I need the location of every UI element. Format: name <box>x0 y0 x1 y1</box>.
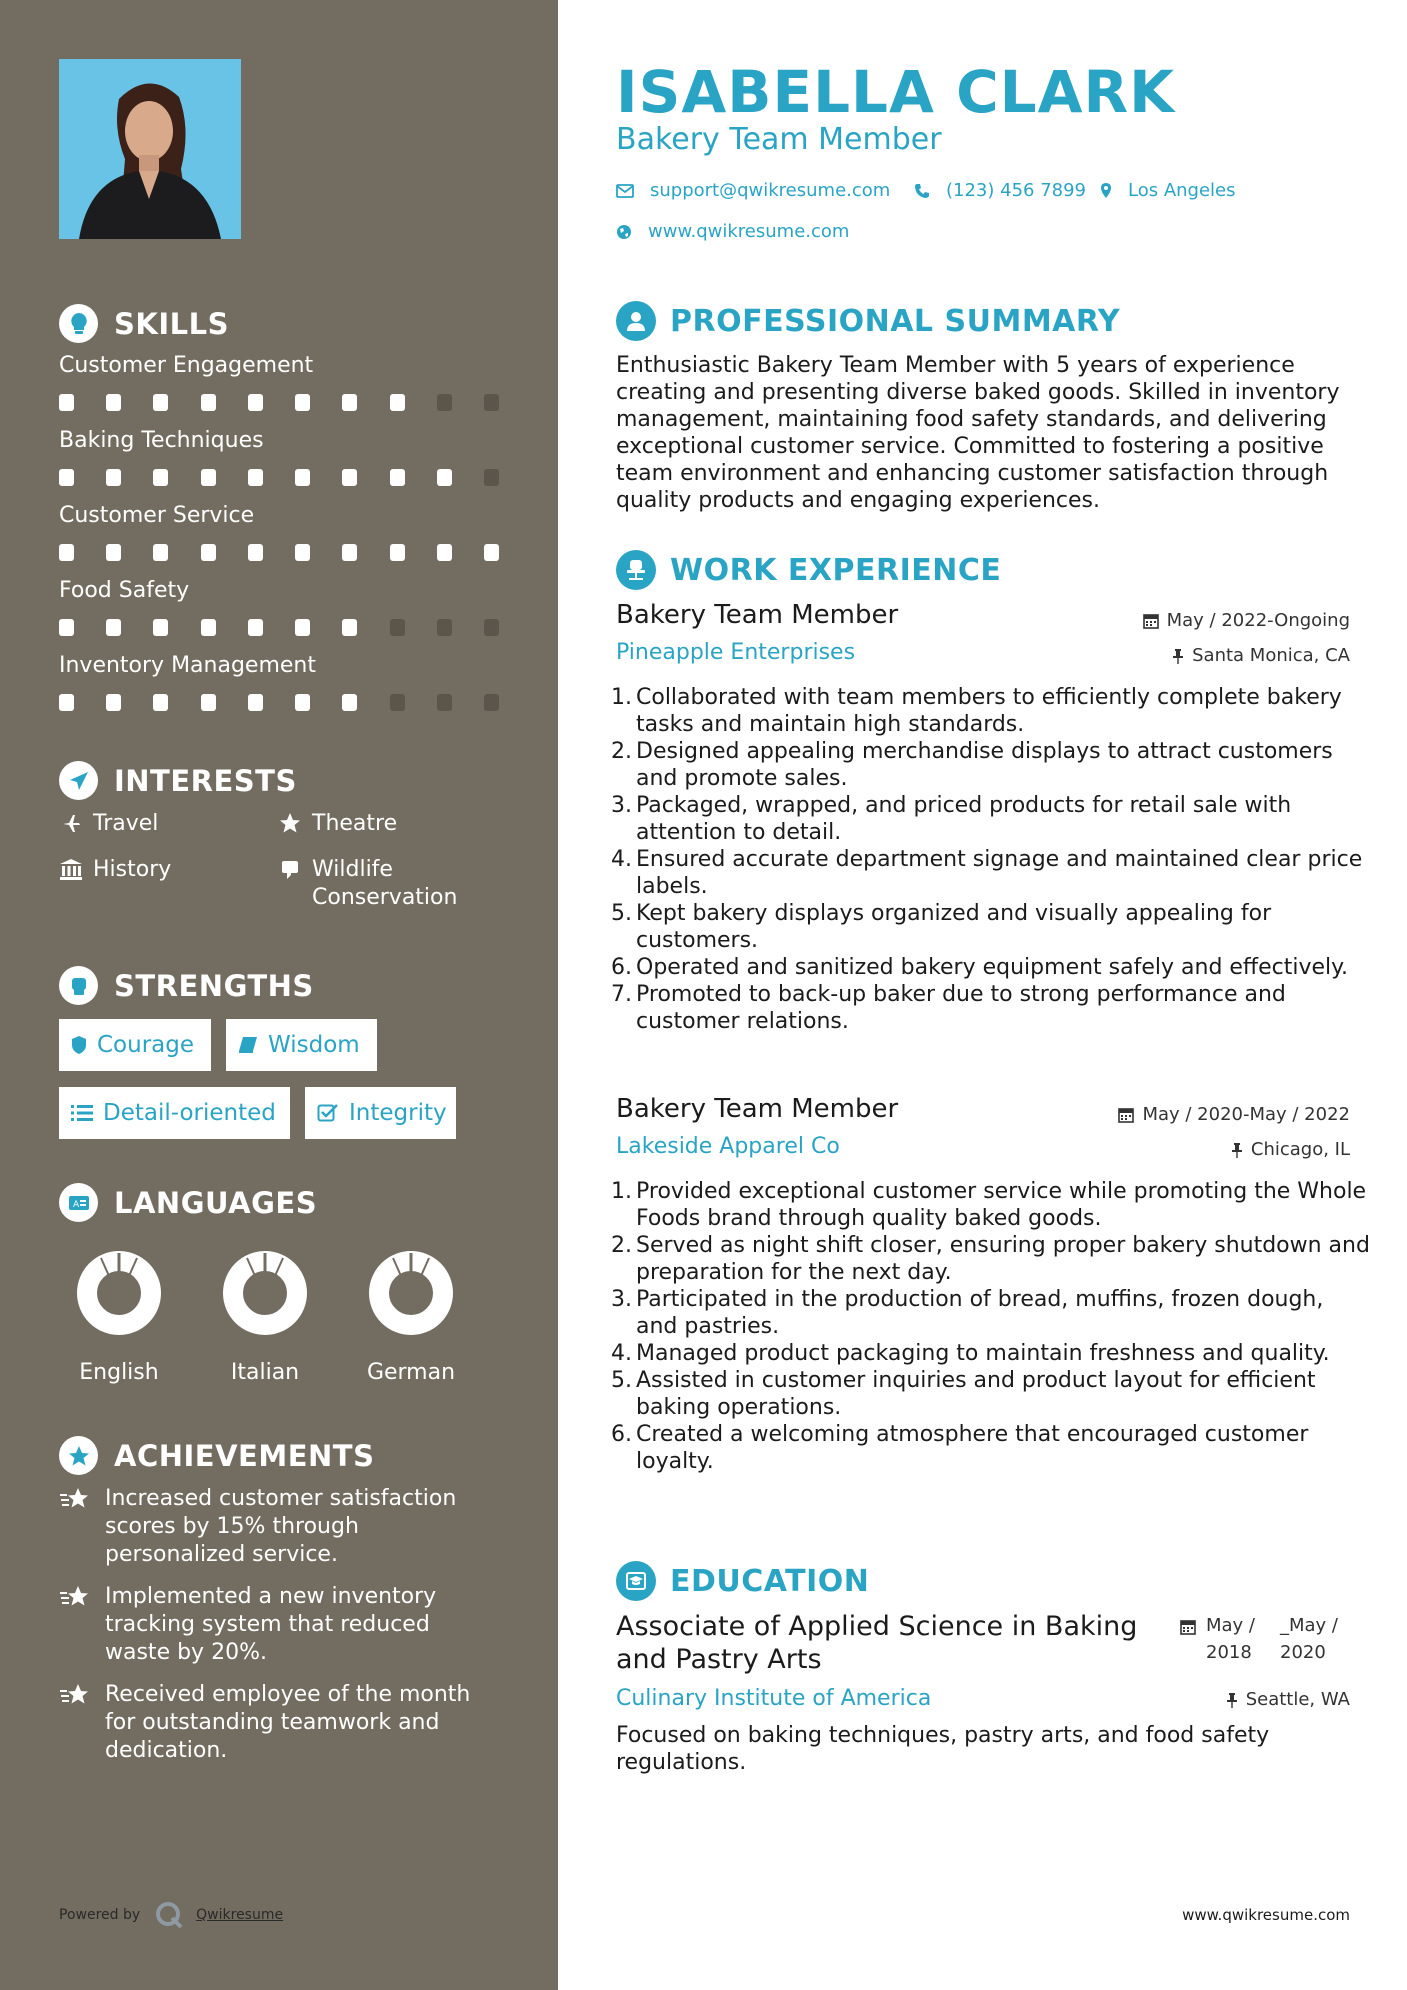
skill-level-dot <box>342 619 357 636</box>
skill-level-dot <box>106 394 121 411</box>
book-icon <box>238 1036 258 1054</box>
language-ring <box>76 1250 162 1336</box>
job-location: Chicago, IL <box>1231 1139 1350 1160</box>
skill-level-dot <box>248 544 263 561</box>
skill-level-dot <box>295 694 310 711</box>
paw-icon <box>278 856 302 882</box>
skill-level-dot <box>59 469 74 486</box>
list-item: 2. Designed appealing merchandise displays to attract customers and promote sales. <box>611 739 1333 791</box>
shooting-star-icon <box>59 1485 91 1513</box>
skill-level-dot <box>153 544 168 561</box>
education-heading: EDUCATION <box>616 1561 869 1601</box>
achievement-item: Increased customer satisfaction scores by 15% through personalized service. <box>59 1485 499 1569</box>
list-item: 4. Ensured accurate department signage and maintained clear price labels. <box>611 847 1363 899</box>
experience-heading: WORK EXPERIENCE <box>616 550 1001 590</box>
education-description: Focused on baking techniques, pastry arts, and food safety regulations. <box>616 1723 1270 1775</box>
skill-level-dot <box>484 619 499 636</box>
skill-level-dot <box>342 544 357 561</box>
job-bullets <box>610 1178 1370 1475</box>
list-icon <box>71 1104 93 1122</box>
skill-name: Food Safety <box>59 578 190 603</box>
skill-level-dot <box>437 619 452 636</box>
language-ring <box>368 1250 454 1336</box>
skill-level-dot <box>390 619 405 636</box>
skill-row <box>59 352 499 411</box>
list-item: 3. Participated in the production of bread, muffins, frozen dough, and pastries. <box>611 1287 1324 1339</box>
skill-level-dot <box>390 694 405 711</box>
pushpin-icon <box>1172 648 1184 664</box>
skill-level-dot <box>59 619 74 636</box>
skill-row <box>59 427 499 486</box>
language-icon <box>59 1183 98 1222</box>
skill-level-dot <box>59 694 74 711</box>
education-degree: Associate of Applied Science in Baking and Pastry Arts <box>616 1611 1138 1675</box>
skill-level-meter <box>59 544 499 561</box>
skill-level-dot <box>106 469 121 486</box>
skill-level-dot <box>106 619 121 636</box>
strengths-heading: STRENGTHS <box>59 966 314 1005</box>
skill-level-dot <box>484 469 499 486</box>
skill-level-dot <box>59 544 74 561</box>
skill-level-meter <box>59 694 499 711</box>
skill-level-dot <box>295 619 310 636</box>
skill-level-meter <box>59 619 499 636</box>
lightbulb-icon <box>59 304 98 343</box>
plane-icon <box>59 810 83 836</box>
skill-name: Customer Service <box>59 503 255 528</box>
job-bullets <box>610 684 1370 1035</box>
achievement-item: Implemented a new inventory tracking system that reduced waste by 20%. <box>59 1583 499 1667</box>
candidate-name: ISABELLA CLARK <box>616 58 1176 126</box>
graduation-cap-icon <box>616 1561 656 1601</box>
list-item: 2. Served as night shift closer, ensuring proper bakery shutdown and preparation for the next day. <box>611 1233 1370 1285</box>
interest-item: Theatre <box>278 810 397 838</box>
skill-level-dot <box>295 544 310 561</box>
list-item: 5. Assisted in customer inquiries and product layout for efficient baking operations. <box>611 1368 1316 1420</box>
language-ring <box>222 1250 308 1336</box>
skill-name: Inventory Management <box>59 653 316 678</box>
skill-level-dot <box>106 694 121 711</box>
skill-level-dot <box>390 469 405 486</box>
calendar-icon <box>1143 613 1159 629</box>
sidebar <box>0 0 558 1990</box>
main-content <box>558 0 1407 1990</box>
pushpin-icon <box>1226 1692 1238 1708</box>
skill-level-dot <box>437 694 452 711</box>
skill-level-meter <box>59 469 499 486</box>
candidate-title: Bakery Team Member <box>616 122 942 157</box>
check-square-icon <box>317 1103 339 1123</box>
skill-level-dot <box>153 619 168 636</box>
skill-level-dot <box>342 694 357 711</box>
office-chair-icon <box>616 550 656 590</box>
skill-name: Customer Engagement <box>59 353 314 378</box>
skill-name: Baking Techniques <box>59 428 264 453</box>
skills-heading: SKILLS <box>59 304 229 343</box>
strength-chip-integrity: Integrity <box>305 1087 456 1139</box>
list-item: 5. Kept bakery displays organized and visually appealing for customers. <box>611 901 1272 953</box>
list-item: 6. Created a welcoming atmosphere that encouraged customer loyalty. <box>611 1422 1309 1474</box>
fist-icon <box>59 966 98 1005</box>
skill-level-meter <box>59 394 499 411</box>
star-badge-icon <box>59 1436 98 1475</box>
skill-level-dot <box>248 619 263 636</box>
interest-item: History <box>59 856 171 884</box>
list-item: 7. Promoted to back-up baker due to strong performance and customer relations. <box>611 982 1286 1034</box>
education-school: Culinary Institute of America <box>616 1686 932 1711</box>
museum-icon <box>59 856 83 882</box>
language-italian: Italian <box>215 1250 315 1385</box>
skill-level-dot <box>484 544 499 561</box>
calendar-icon <box>1118 1107 1134 1123</box>
language-german: German <box>361 1250 461 1385</box>
skill-level-dot <box>153 394 168 411</box>
skill-level-dot <box>342 394 357 411</box>
skill-level-dot <box>248 469 263 486</box>
skill-level-dot <box>201 469 216 486</box>
map-pin-icon <box>1100 182 1112 199</box>
list-item: 6. Operated and sanitized bakery equipment safely and effectively. <box>611 955 1349 980</box>
skill-level-dot <box>437 469 452 486</box>
contact-website[interactable]: www.qwikresume.com <box>616 221 849 242</box>
profile-photo <box>59 59 241 239</box>
skill-level-dot <box>437 544 452 561</box>
powered-by: Powered by Qwikresume <box>59 1900 283 1930</box>
list-item: 4. Managed product packaging to maintain freshness and quality. <box>611 1341 1330 1366</box>
shield-icon <box>71 1035 87 1055</box>
interests-heading: INTERESTS <box>59 761 297 800</box>
skill-level-dot <box>153 694 168 711</box>
skill-row <box>59 577 499 636</box>
paper-plane-icon <box>59 761 98 800</box>
skill-row <box>59 502 499 561</box>
summary-heading: PROFESSIONAL SUMMARY <box>616 301 1120 341</box>
skill-level-dot <box>201 394 216 411</box>
skill-level-dot <box>248 394 263 411</box>
shooting-star-icon <box>59 1583 91 1611</box>
skill-level-dot <box>106 544 121 561</box>
job-role: Bakery Team Member <box>616 1094 899 1124</box>
envelope-icon <box>616 184 634 198</box>
skill-level-dot <box>201 694 216 711</box>
skill-level-dot <box>295 394 310 411</box>
skill-level-dot <box>484 694 499 711</box>
strength-chip-wisdom: Wisdom <box>226 1019 377 1071</box>
interest-item: Wildlife Conservation <box>278 856 472 912</box>
strength-chip-detail-oriented: Detail-oriented <box>59 1087 290 1139</box>
job-company: Lakeside Apparel Co <box>616 1134 840 1159</box>
skill-level-dot <box>153 469 168 486</box>
skill-level-dot <box>342 469 357 486</box>
job-role: Bakery Team Member <box>616 600 899 630</box>
calendar-icon <box>1180 1616 1196 1643</box>
skill-level-dot <box>248 694 263 711</box>
globe-icon <box>616 224 632 240</box>
interest-item: Travel <box>59 810 158 838</box>
education-dates: May / 2018 _May / 2020 <box>1180 1612 1346 1666</box>
skill-level-dot <box>295 469 310 486</box>
job-dates: May / 2020-May / 2022 <box>1118 1104 1350 1125</box>
skill-level-dot <box>59 394 74 411</box>
skill-level-dot <box>201 619 216 636</box>
phone-icon <box>914 183 930 199</box>
summary-text: Enthusiastic Bakery Team Member with 5 years of experience creating and presenting diverse baked goods. Skilled in inventory management, maintaining food safety standards, and delivering exceptional customer service. Committed to fostering a positive team environment and enhancing customer satisfaction through quality products and engaging experiences. <box>616 353 1340 513</box>
contact-email[interactable]: support@qwikresume.com <box>616 180 890 201</box>
svg-text:A: A <box>72 1199 79 1210</box>
list-item: 3. Packaged, wrapped, and priced products for retail sale with attention to detail. <box>611 793 1292 845</box>
skill-row <box>59 652 499 711</box>
star-icon <box>278 810 302 836</box>
footer-website-link[interactable]: www.qwikresume.com <box>1182 1906 1350 1924</box>
pushpin-icon <box>1231 1142 1243 1158</box>
languages-heading: A LANGUAGES <box>59 1183 317 1222</box>
user-icon <box>616 301 656 341</box>
achievement-item: Received employee of the month for outstanding teamwork and dedication. <box>59 1681 499 1765</box>
qwikresume-logo-icon <box>154 1900 184 1930</box>
shooting-star-icon <box>59 1681 91 1709</box>
list-item: 1. Provided exceptional customer service while promoting the Whole Foods brand through quality baked goods. <box>611 1179 1367 1231</box>
skill-level-dot <box>201 544 216 561</box>
job-company: Pineapple Enterprises <box>616 640 856 665</box>
language-english: English <box>69 1250 169 1385</box>
contact-phone[interactable]: (123) 456 7899 <box>914 180 1086 201</box>
strength-chip-courage: Courage <box>59 1019 211 1071</box>
skill-level-dot <box>437 394 452 411</box>
achievements-heading: ACHIEVEMENTS <box>59 1436 374 1475</box>
job-dates: May / 2022-Ongoing <box>1143 610 1350 631</box>
skill-level-dot <box>390 394 405 411</box>
job-location: Santa Monica, CA <box>1172 645 1350 666</box>
skill-level-dot <box>484 394 499 411</box>
qwikresume-link[interactable]: Qwikresume <box>196 1907 284 1923</box>
contact-location: Los Angeles <box>1100 180 1236 201</box>
skill-level-dot <box>390 544 405 561</box>
list-item: 1. Collaborated with team members to efficiently complete bakery tasks and maintain high standards. <box>611 685 1342 737</box>
education-location: Seattle, WA <box>1226 1689 1350 1710</box>
